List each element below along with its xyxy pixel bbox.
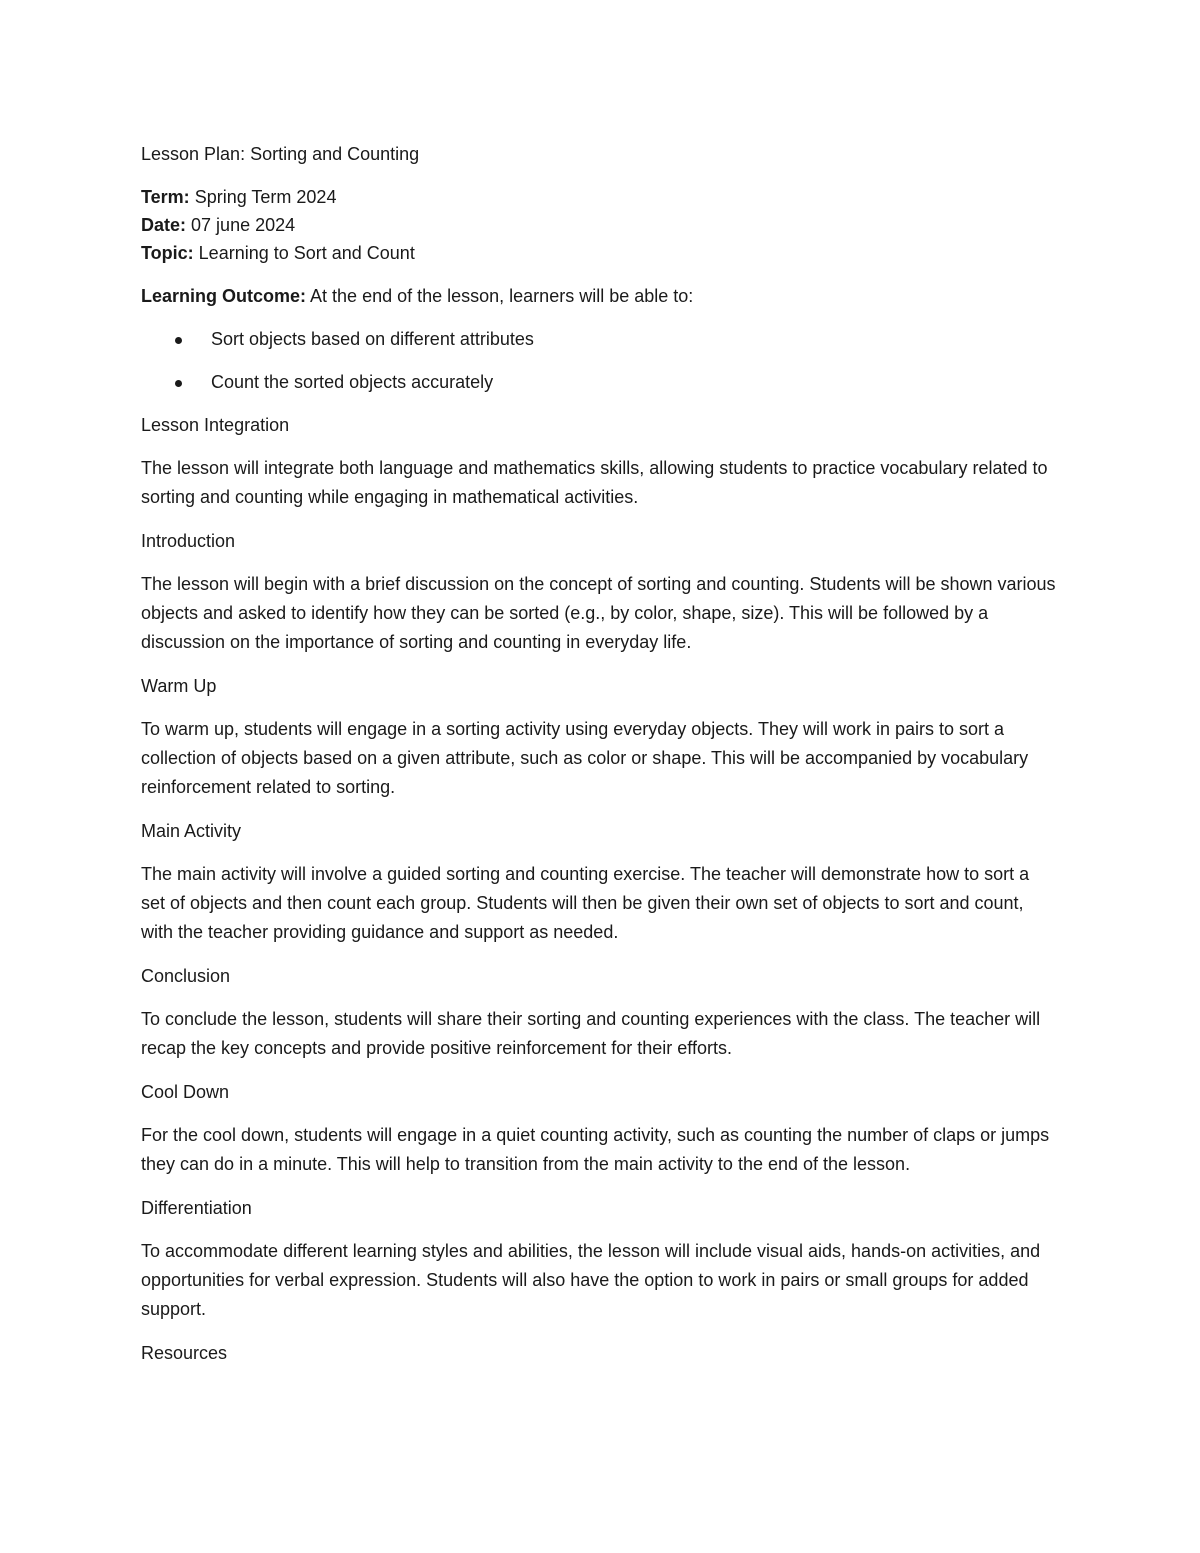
topic-label: Topic: (141, 243, 194, 263)
lesson-meta (141, 183, 1056, 267)
term-line (141, 183, 1056, 211)
section-body-differentiation: To accommodate different learning styles and abilities, the lesson will include visual aids, hands-on activities, and opportunities for verbal expression. Students will also have the option to work in pairs or small groups for added support. (141, 1241, 1041, 1319)
section-body-lesson-integration: The lesson will integrate both language and mathematics skills, allowing students to practice vocabulary related to sorting and counting while engaging in mathematical activities. (141, 458, 1048, 507)
document-page (141, 140, 1056, 1382)
section-heading-main-activity: Main Activity (141, 821, 242, 841)
bullet-icon (175, 337, 182, 344)
section-heading-cool-down: Cool Down (141, 1082, 230, 1102)
section-heading-lesson-integration: Lesson Integration (141, 415, 290, 435)
section-heading-warm-up: Warm Up (141, 676, 217, 696)
list-item (141, 325, 1056, 354)
learning-outcome-label: Learning Outcome: (141, 286, 307, 306)
section-body-introduction: The lesson will begin with a brief discussion on the concept of sorting and counting. Students will be shown various objects and asked to identify how they can be sorted (e.g., by color, shape, size). This will be followed by a discussion on the importance of sorting and counting in everyday life. (141, 574, 1056, 652)
date-line (141, 211, 1056, 239)
section-body-cool-down: For the cool down, students will engage in a quiet counting activity, such as counting the number of claps or jumps they can do in a minute. This will help to transition from the main activity to the end of the lesson. (141, 1125, 1050, 1174)
list-item-text: Count the sorted objects accurately (211, 372, 494, 392)
section-body-warm-up: To warm up, students will engage in a sorting activity using everyday objects. They will work in pairs to sort a collection of objects based on a given attribute, such as color or shape. This will be accompanied by vocabulary reinforcement related to sorting. (141, 719, 1029, 797)
document-title: Lesson Plan: Sorting and Counting (141, 144, 420, 164)
bullet-icon (175, 380, 182, 387)
list-item-text: Sort objects based on different attributes (211, 329, 534, 349)
date-label: Date: (141, 215, 187, 235)
section-body-conclusion: To conclude the lesson, students will share their sorting and counting experiences with the class. The teacher will recap the key concepts and provide positive reinforcement for their efforts. (141, 1009, 1041, 1058)
section-heading-resources: Resources (141, 1343, 228, 1363)
date-value: 07 june 2024 (191, 215, 296, 235)
topic-line (141, 239, 1056, 267)
section-heading-introduction: Introduction (141, 531, 236, 551)
learning-outcome (141, 282, 1056, 311)
topic-value: Learning to Sort and Count (198, 243, 415, 263)
term-label: Term: (141, 187, 190, 207)
section-heading-conclusion: Conclusion (141, 966, 231, 986)
learning-outcome-list (141, 325, 1056, 397)
learning-outcome-text: At the end of the lesson, learners will be able to: (310, 286, 694, 306)
section-body-main-activity: The main activity will involve a guided sorting and counting exercise. The teacher will demonstrate how to sort a set of objects and then count each group. Students will then be given their own set of objects to sort and count, with the teacher providing guidance and support as needed. (141, 864, 1030, 942)
list-item (141, 368, 1056, 397)
term-value: Spring Term 2024 (194, 187, 337, 207)
section-heading-differentiation: Differentiation (141, 1198, 252, 1218)
